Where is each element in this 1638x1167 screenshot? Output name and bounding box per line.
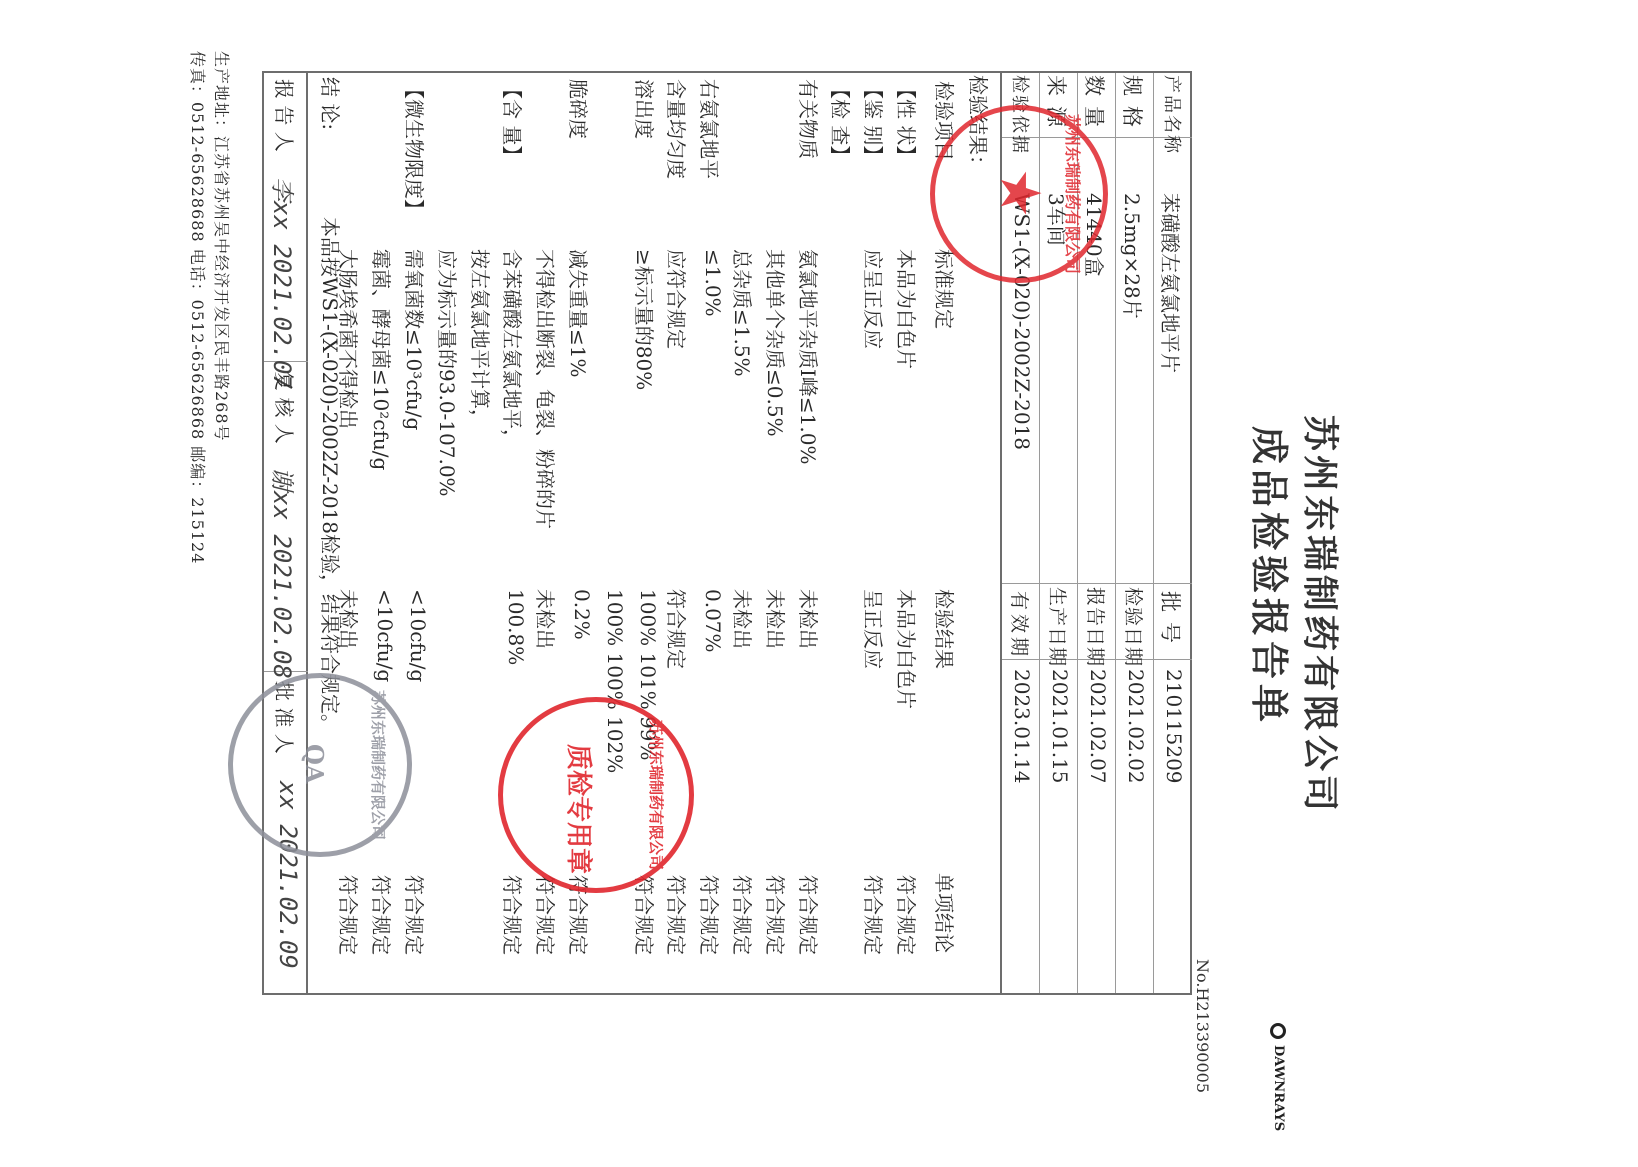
product-name-value: 苯磺酸左氨氯地平片 xyxy=(1158,193,1182,373)
reporter-signature: 李xx 2021.02.07 xyxy=(268,177,296,389)
result-standard-cell: 本品为白色片 xyxy=(894,249,918,369)
result-result-cell: 未检出 xyxy=(730,589,754,649)
result-standard-cell: ≤1.0% xyxy=(701,249,726,317)
reviewer-signature: 谢xx 2021.02.08 xyxy=(268,467,296,679)
footer-address: 生产地址：江苏省苏州吴中经济开发区民丰路268号 xyxy=(212,51,231,442)
result-result-cell: <10cfu/g xyxy=(406,589,430,683)
result-result-cell: 0.2% xyxy=(570,589,594,640)
result-standard-cell: 需氧菌数≤10³cfu/g xyxy=(402,249,426,431)
result-item-cell: 【鉴 别】 xyxy=(861,79,886,166)
report-date-value: 2021.02.07 xyxy=(1086,669,1110,784)
company-name: 苏州东瑞制药有限公司 xyxy=(1299,415,1341,816)
result-result-cell: 呈正反应 xyxy=(861,589,886,669)
result-standard-cell: 按左氨氯地平计算， xyxy=(467,249,492,429)
company-logo-text: DAWNRAYS xyxy=(1271,1045,1286,1132)
approver-signature: xx 2021.02.09 xyxy=(274,781,302,969)
test-date-label: 检验日期 xyxy=(1122,587,1144,668)
batch-label: 批号 xyxy=(1158,591,1182,653)
conclusion-label: 结 论: xyxy=(318,77,342,131)
test-date-value: 2021.02.02 xyxy=(1124,669,1148,784)
result-result-cell: 未检出 xyxy=(336,589,361,649)
company-seal-stamp: 苏州东瑞制药有限公司 ★ xyxy=(930,105,1108,283)
result-item-cell: 含量均匀度 xyxy=(664,79,689,179)
result-result-cell: 本品为白色片 xyxy=(894,589,918,709)
results-title: 检验结果： xyxy=(966,75,990,175)
result-conclusion-cell: 符合规定 xyxy=(369,875,394,955)
production-date-label: 生产日期 xyxy=(1046,587,1068,668)
inspection-report xyxy=(188,0,1358,1167)
result-conclusion-cell: 符合规定 xyxy=(762,875,787,955)
result-item-cell: 【性 状】 xyxy=(894,79,918,166)
result-standard-cell: 含苯磺酸左氨氯地平， xyxy=(500,249,525,449)
result-result-cell: <10cfu/g xyxy=(373,589,398,683)
footer-contacts: 传真：0512-65628688 电话：0512-65626868 邮编：215124 xyxy=(188,51,207,565)
result-standard-cell: 不得检出断裂、龟裂、粉碎的片 xyxy=(533,249,558,529)
result-standard-cell: 应符合规定 xyxy=(664,249,689,349)
spec-label: 规格 xyxy=(1120,75,1144,137)
source-label: 来源 xyxy=(1044,75,1068,137)
result-item-cell: 脆碎度 xyxy=(566,79,590,139)
result-standard-cell: 应呈正反应 xyxy=(861,249,886,349)
basis-label: 检验依据 xyxy=(1009,75,1030,155)
source-value: 3车间 xyxy=(1044,193,1068,246)
header-conclusion: 单项结论 xyxy=(932,873,956,953)
approver-label: 批 准 人 xyxy=(272,681,296,754)
result-conclusion-cell: 符合规定 xyxy=(631,875,656,955)
report-date-label: 报告日期 xyxy=(1084,587,1106,668)
result-standard-cell: 总杂质≤1.5% xyxy=(730,249,754,377)
result-item-cell: 有关物质 xyxy=(795,79,820,159)
result-conclusion-cell: 符合规定 xyxy=(402,875,426,955)
production-date-value: 2021.01.15 xyxy=(1048,669,1072,784)
quantity-label: 数量 xyxy=(1082,75,1106,137)
result-result-cell: 100.8% xyxy=(504,589,529,666)
result-result-cell: 未检出 xyxy=(533,589,558,649)
result-result-cell: 100% 100% 102% xyxy=(602,589,627,774)
result-conclusion-cell: 符合规定 xyxy=(861,875,886,955)
header-standard: 标准规定 xyxy=(932,249,956,329)
expiry-label: 有效期 xyxy=(1008,591,1030,661)
result-standard-cell: 氨氯地平杂质Ⅰ峰≤1.0% xyxy=(795,249,820,465)
result-conclusion-cell: 符合规定 xyxy=(566,875,590,955)
result-item-cell: 溶出度 xyxy=(631,79,656,139)
result-conclusion-cell: 符合规定 xyxy=(500,875,525,955)
result-standard-cell: 应为标示量的93.0-107.0% xyxy=(434,249,459,497)
qa-seal-stamp: 苏州东瑞制药有限公司 QA xyxy=(228,673,412,857)
basis-value: WS1-(X-020)-2002Z-2018 xyxy=(1010,193,1034,451)
result-item-cell: 【含 量】 xyxy=(500,79,525,166)
result-conclusion-cell: 符合规定 xyxy=(336,875,361,955)
result-item-cell: 【检 查】 xyxy=(828,79,853,166)
result-item-cell: 【微生物限度】 xyxy=(402,79,426,219)
star-icon: ★ xyxy=(987,168,1052,219)
result-standard-cell: 大肠埃希菌不得检出 xyxy=(336,249,361,429)
result-standard-cell: ≥标示量的80% xyxy=(631,249,656,391)
batch-value: 210115209 xyxy=(1162,669,1186,784)
result-conclusion-cell: 符合规定 xyxy=(533,875,558,955)
reporter-label: 报 告 人 xyxy=(272,79,296,152)
qc-seal-stamp: 苏州东瑞制药有限公司 质检专用章 xyxy=(498,697,694,893)
result-result-cell: 未检出 xyxy=(795,589,820,649)
document-title: 成品检验报告单 xyxy=(1247,426,1292,728)
result-result-cell: 未检出 xyxy=(762,589,787,649)
spec-value: 2.5mg×28片 xyxy=(1120,193,1144,319)
header-result: 检验结果 xyxy=(932,589,956,669)
document-number: No.H213390005 xyxy=(1193,959,1212,1094)
result-standard-cell: 其他单个杂质≤0.5% xyxy=(762,249,787,437)
result-conclusion-cell: 符合规定 xyxy=(795,875,820,955)
result-item-cell: 右氨氯地平 xyxy=(697,79,722,179)
result-result-cell: 0.07% xyxy=(701,589,726,653)
product-name-label: 产品名称 xyxy=(1161,75,1182,155)
header-test-item: 检验项目 xyxy=(932,81,956,161)
quantity-value: 41440盒 xyxy=(1082,193,1106,277)
dawnrays-logo-icon xyxy=(1270,1023,1286,1039)
conclusion-text: 本品按WS1-(X-020)-2002Z-2018检验，结果符合规定。 xyxy=(318,217,342,735)
result-conclusion-cell: 符合规定 xyxy=(730,875,754,955)
reviewer-label: 复 核 人 xyxy=(272,371,296,444)
result-result-cell: 符合规定 xyxy=(664,589,689,669)
expiry-value: 2023.01.14 xyxy=(1010,669,1034,784)
result-conclusion-cell: 符合规定 xyxy=(664,875,689,955)
result-standard-cell: 霉菌、酵母菌≤10²cfu/g xyxy=(369,249,394,471)
result-standard-cell: 减失重量≤1% xyxy=(566,249,590,378)
result-conclusion-cell: 符合规定 xyxy=(697,875,722,955)
result-result-cell: 100% 101% 99% xyxy=(635,589,660,761)
result-conclusion-cell: 符合规定 xyxy=(894,875,918,955)
